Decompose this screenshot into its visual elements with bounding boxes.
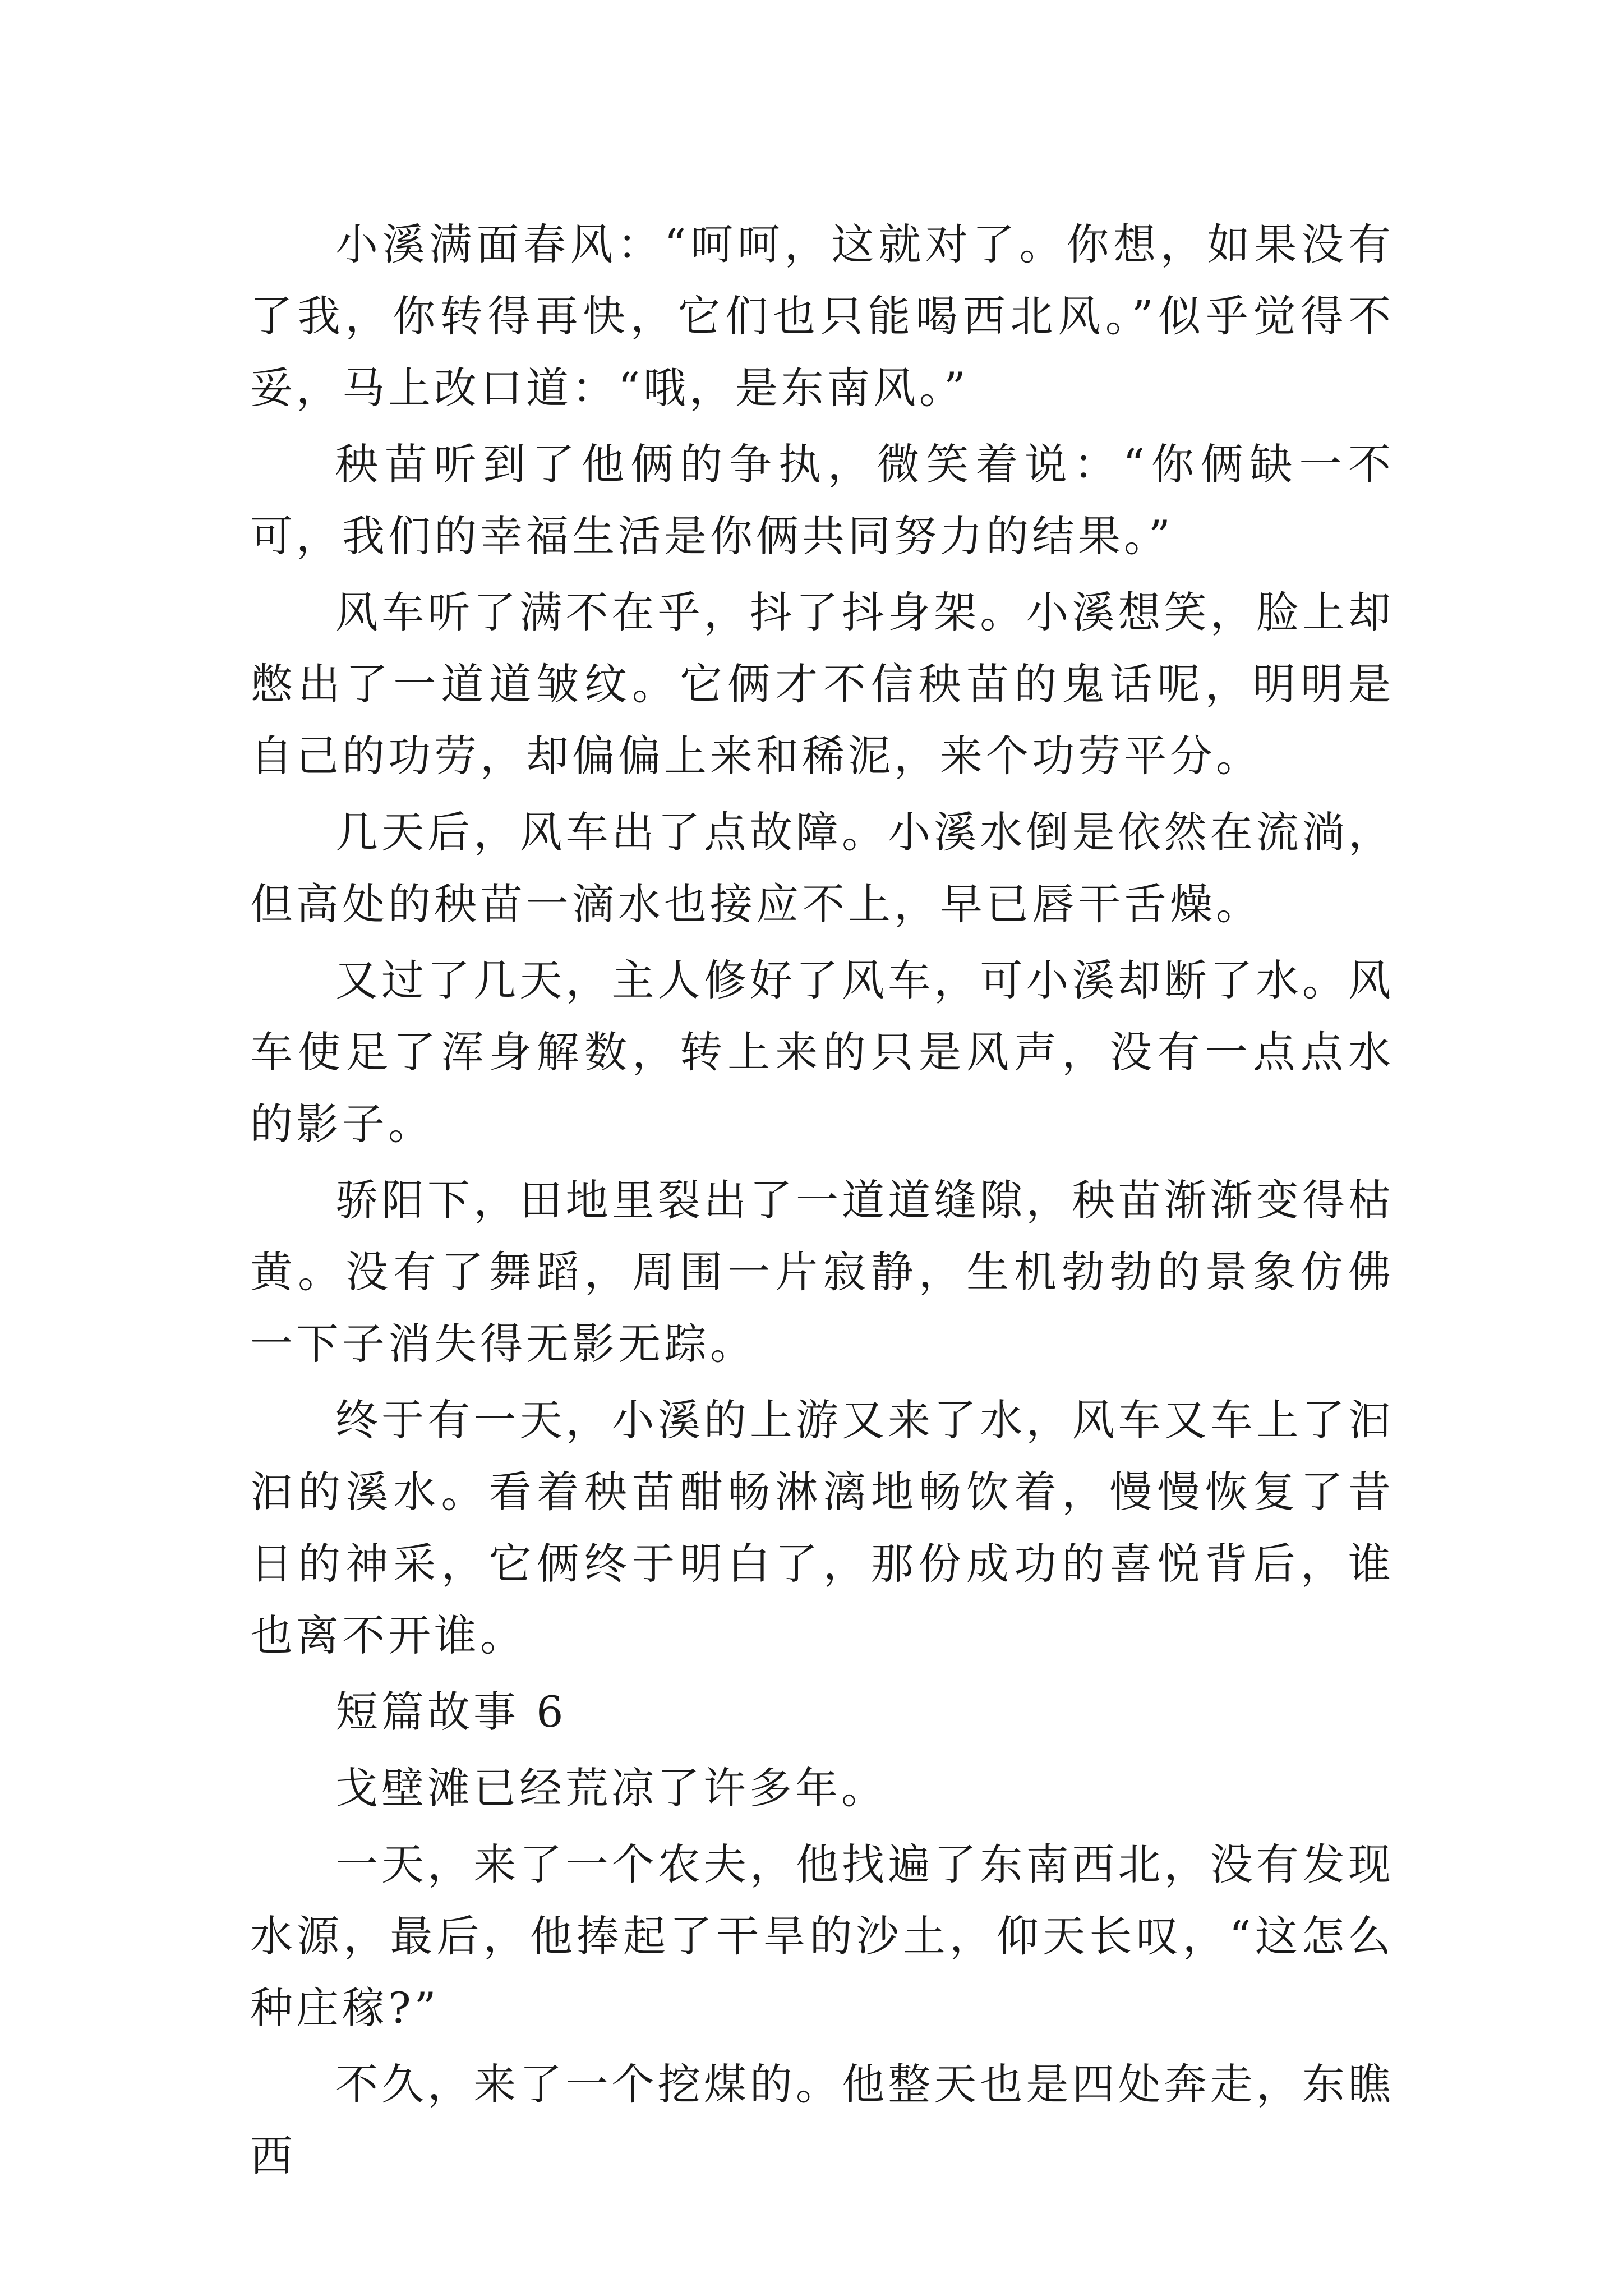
- paragraph: 几天后，风车出了点故障。小溪水倒是依然在流淌，但高处的秧苗一滴水也接应不上，早已唇干舌燥。: [250, 807, 1394, 929]
- paragraph: 骄阳下，田地里裂出了一道道缝隙，秧苗渐渐变得枯黄。没有了舞蹈，周围一片寂静，生机勃勃的景象仿佛一下子消失得无影无踪。: [250, 1175, 1394, 1369]
- paragraph: 风车听了满不在乎，抖了抖身架。小溪想笑，脸上却憋出了一道道皱纹。它俩才不信秧苗的鬼话呢，明明是自己的功劳，却偏偏上来和稀泥，来个功劳平分。: [250, 587, 1394, 781]
- paragraph: 小溪满面春风：“呵呵，这就对了。你想，如果没有了我，你转得再快，它们也只能喝西北风。”似乎觉得不妥，马上改口道：“哦，是东南风。”: [250, 219, 1394, 413]
- paragraph: 一天，来了一个农夫，他找遍了东南西北，没有发现水源，最后，他捧起了干旱的沙土，仰天长叹，“这怎么种庄稼?”: [250, 1839, 1394, 2033]
- paragraph: 又过了几天，主人修好了风车，可小溪却断了水。风车使足了浑身解数，转上来的只是风声，没有一点点水的影子。: [250, 955, 1394, 1149]
- paragraph: 终于有一天，小溪的上游又来了水，风车又车上了汩汩的溪水。看着秧苗酣畅淋漓地畅饮着，慢慢恢复了昔日的神采，它俩终于明白了，那份成功的喜悦背后，谁也离不开谁。: [250, 1395, 1394, 1660]
- paragraph: 戈壁滩已经荒凉了许多年。: [335, 1763, 887, 1813]
- section-heading: 短篇故事 6: [335, 1687, 567, 1737]
- document-body: [250, 209, 1394, 2197]
- paragraph: 不久，来了一个挖煤的。他整天也是四处奔走，东瞧西: [250, 2059, 1394, 2181]
- paragraph: 秧苗听到了他俩的争执，微笑着说：“你俩缺一不可，我们的幸福生活是你俩共同努力的结果。”: [250, 439, 1394, 561]
